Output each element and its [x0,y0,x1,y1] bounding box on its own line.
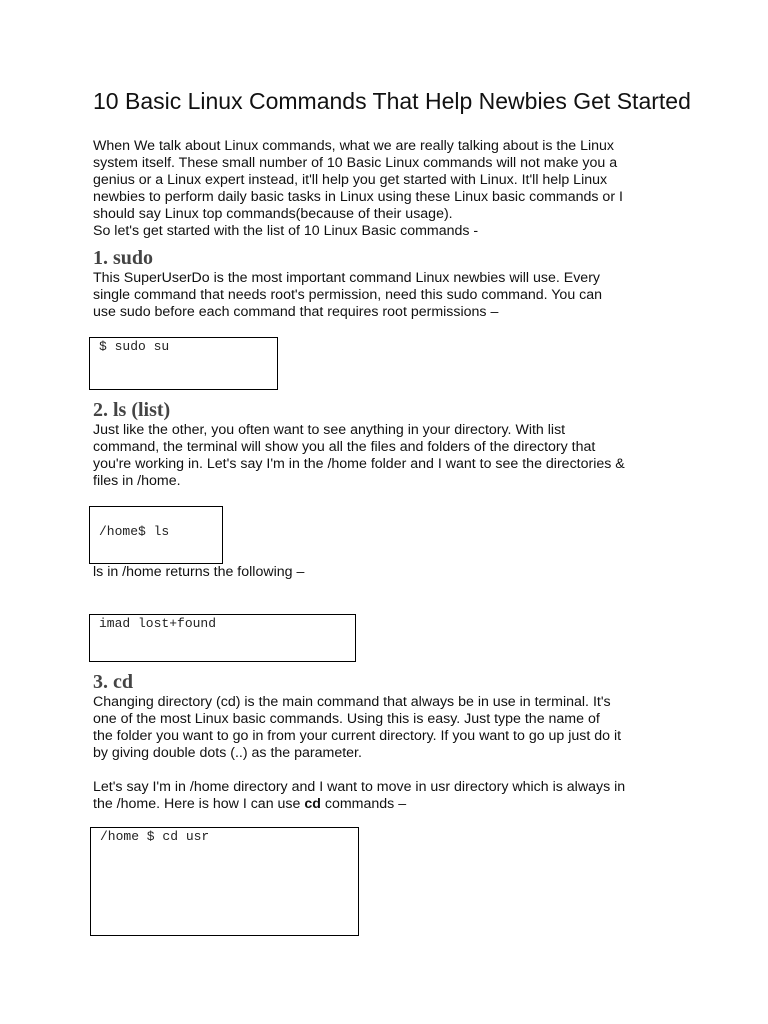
cd-line: one of the most Linux basic commands. Using this is easy. Just type the name of [93,711,600,727]
intro-line: newbies to perform daily basic tasks in Linux using these Linux basic commands or I [93,189,623,205]
cd-code-box: /home $ cd usr [90,827,359,936]
cd-line: the folder you want to go in from your current directory. If you want to go up just do it [93,728,622,744]
intro-paragraph [93,138,693,240]
cd-line: by giving double dots (..) as the parameter. [93,745,362,761]
ls-line: Just like the other, you often want to see anything in your directory. With list [93,422,566,438]
cd-line-text: commands – [320,796,407,812]
cd-paragraph [93,694,693,813]
ls-line: files in /home. [93,473,181,489]
intro-line: So let's get started with the list of 10 Linux Basic commands - [93,223,479,239]
sudo-paragraph [93,270,693,321]
intro-line: genius or a Linux expert instead, it'll help you get started with Linux. It'll help Linux [93,172,608,188]
sudo-line: single command that needs root's permission, need this sudo command. You can [93,287,603,303]
intro-line: system itself. These small number of 10 Basic Linux commands will not make you a [93,155,618,171]
paragraph-spacer [93,762,693,779]
sudo-code-box: $ sudo su [89,337,278,390]
ls-paragraph [93,422,693,490]
section-heading-ls: 2. ls (list) [93,399,171,421]
ls-line: you're working in. Let's say I'm in the /home folder and I want to see the directories & [93,456,625,472]
cd-line-text: the /home. Here is how I can use [93,796,305,812]
cd-line-with-bold [93,796,693,813]
sudo-line: use sudo before each command that requires root permissions – [93,304,499,320]
sudo-line: This SuperUserDo is the most important command Linux newbies will use. Every [93,270,601,286]
section-heading-sudo: 1. sudo [93,247,154,269]
ls-line: command, the terminal will show you all the files and folders of the directory that [93,439,596,455]
ls-result-text: ls in /home returns the following – [93,564,305,580]
section-heading-cd: 3. cd [93,671,133,693]
intro-line: should say Linux top commands(because of their usage). [93,206,453,222]
ls-result-code-box: imad lost+found [89,614,356,662]
intro-line: When We talk about Linux commands, what we are really talking about is the Linux [93,138,615,154]
cd-line: Changing directory (cd) is the main command that always be in use in terminal. It's [93,694,611,710]
cd-line: Let's say I'm in /home directory and I want to move in usr directory which is always in [93,779,626,795]
page-title: 10 Basic Linux Commands That Help Newbies Get Started [93,88,691,114]
ls-code-box: /home$ ls [89,506,223,564]
cd-command-bold: cd [304,796,321,812]
